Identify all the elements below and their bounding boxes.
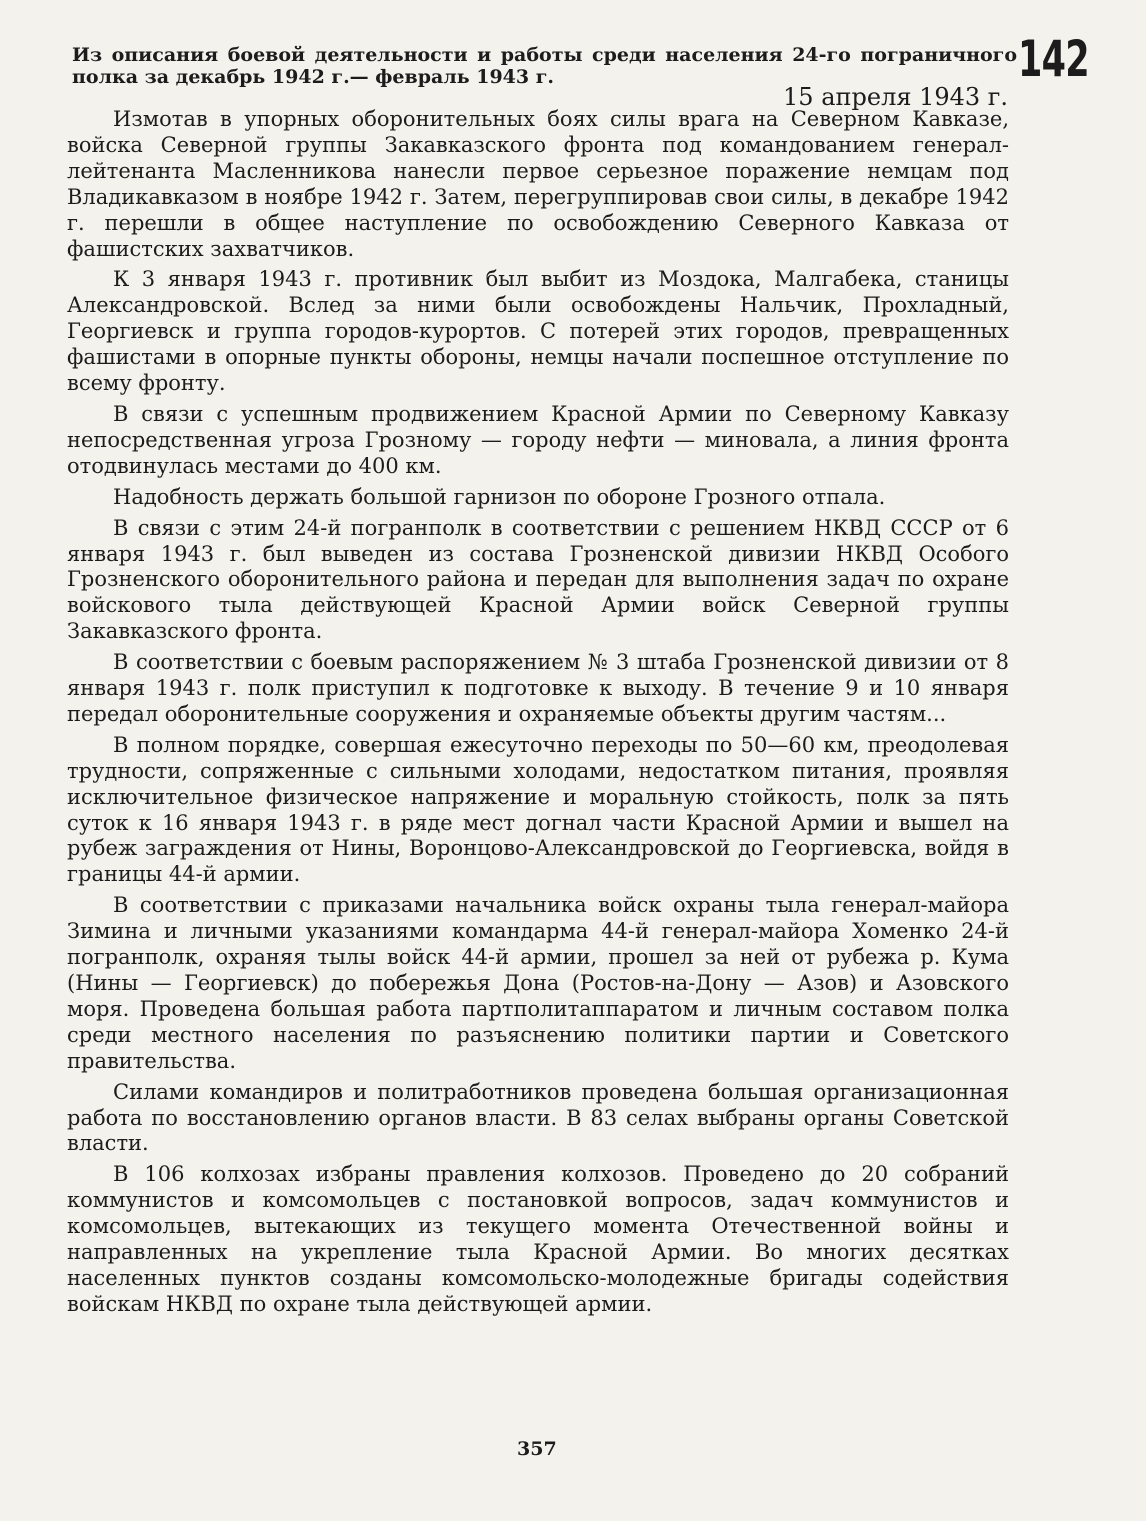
- paragraph: В полном порядке, совершая ежесуточно переходы по 50—60 км, преодолевая трудности, сопряженные с сильными холодами, недостатком питания, проявляя исключительное физическое напряжение и моральную стойкость, полк за пять суток к 16 января 1943 г. в ряде мест догнал части Красной Армии и вышел на рубеж заграждения от Нины, Воронцово-Александровской до Георгиевска, войдя в границы 44-й армии.: [67, 732, 1009, 887]
- paragraph: Надобность держать большой гарнизон по обороне Грозного отпала.: [113, 484, 886, 509]
- paragraph: В 106 колхозах избраны правления колхозов. Проведено до 20 собраний коммунистов и комсомольцев с постановкой вопросов, задач коммунистов и комсомольцев, вытекающих из текущего момента Отечественной войны и направленных на укрепление тыла Красной Армии. Во многих десятках населенных пунктов созданы комсомольско-молодежные бригады содействия войскам НКВД по охране тыла действующей армии.: [67, 1162, 1009, 1316]
- paragraph: В связи с этим 24-й погранполк в соответствии с решением НКВД СССР от 6 января 1943 г. был выведен из состава Грозненской дивизии НКВД Особого Грозненского оборонительного района и передан для выполнения задач по охране войскового тыла действующей Красной Армии войск Северной группы Закавказского фронта.: [67, 515, 1009, 644]
- document-heading: Из описания боевой деятельности и работы среди населения 24-го пограничного полка за декабрь 1942 г.— февраль 1943 г.: [72, 44, 1017, 88]
- document-date: 15 апреля 1943 г.: [783, 83, 1008, 111]
- paragraph: Измотав в упорных оборонительных боях силы врага на Северном Кавказе, войска Северной группы Закавказского фронта под командованием генерал-лейтенанта Масленникова нанесли первое серьезное поражение немцам под Владикавказом в ноябре 1942 г. Затем, перегруппировав свои силы, в декабре 1942 г. перешли в общее наступление по освобождению Северного Кавказа от фашистских захватчиков.: [67, 107, 1009, 261]
- page-number: 357: [517, 1438, 557, 1460]
- paragraph: В связи с успешным продвижением Красной Армии по Северному Кавказу непосредственная угроза Грозному — городу нефти — миновала, а линия фронта отодвинулась местами до 400 км.: [67, 401, 1009, 478]
- paragraph: Силами командиров и политработников проведена большая организационная работа по восстановлению органов власти. В 83 селах выбраны органы Советской власти.: [67, 1079, 1009, 1156]
- document-body: [67, 107, 1009, 1323]
- document-number: 142: [1018, 30, 1089, 88]
- paragraph: К 3 января 1943 г. противник был выбит из Моздока, Малгабека, станицы Александровской. Вслед за ними были освобождены Нальчик, Прохладный, Георгиевск и группа городов-курортов. С потерей этих городов, превращенных фашистами в опорные пункты обороны, немцы начали поспешное отступление по всему фронту.: [67, 267, 1009, 396]
- paragraph: В соответствии с приказами начальника войск охраны тыла генерал-майора Зимина и личными указаниями командарма 44-й генерал-майора Хоменко 24-й погранполк, охраняя тылы войск 44-й армии, прошел за ней от рубежа р. Кума (Нины — Георгиевск) до побережья Дона (Ростов-на-Дону — Азов) и Азовского моря. Проведена большая работа партполитаппаратом и личным составом полка среди местного населения по разъяснению политики партии и Советского правительства.: [67, 893, 1009, 1073]
- paragraph: В соответствии с боевым распоряжением № 3 штаба Грозненской дивизии от 8 января 1943 г. полк приступил к подготовке к выходу. В течение 9 и 10 января передал оборонительные сооружения и охраняемые объекты другим частям...: [67, 650, 1009, 726]
